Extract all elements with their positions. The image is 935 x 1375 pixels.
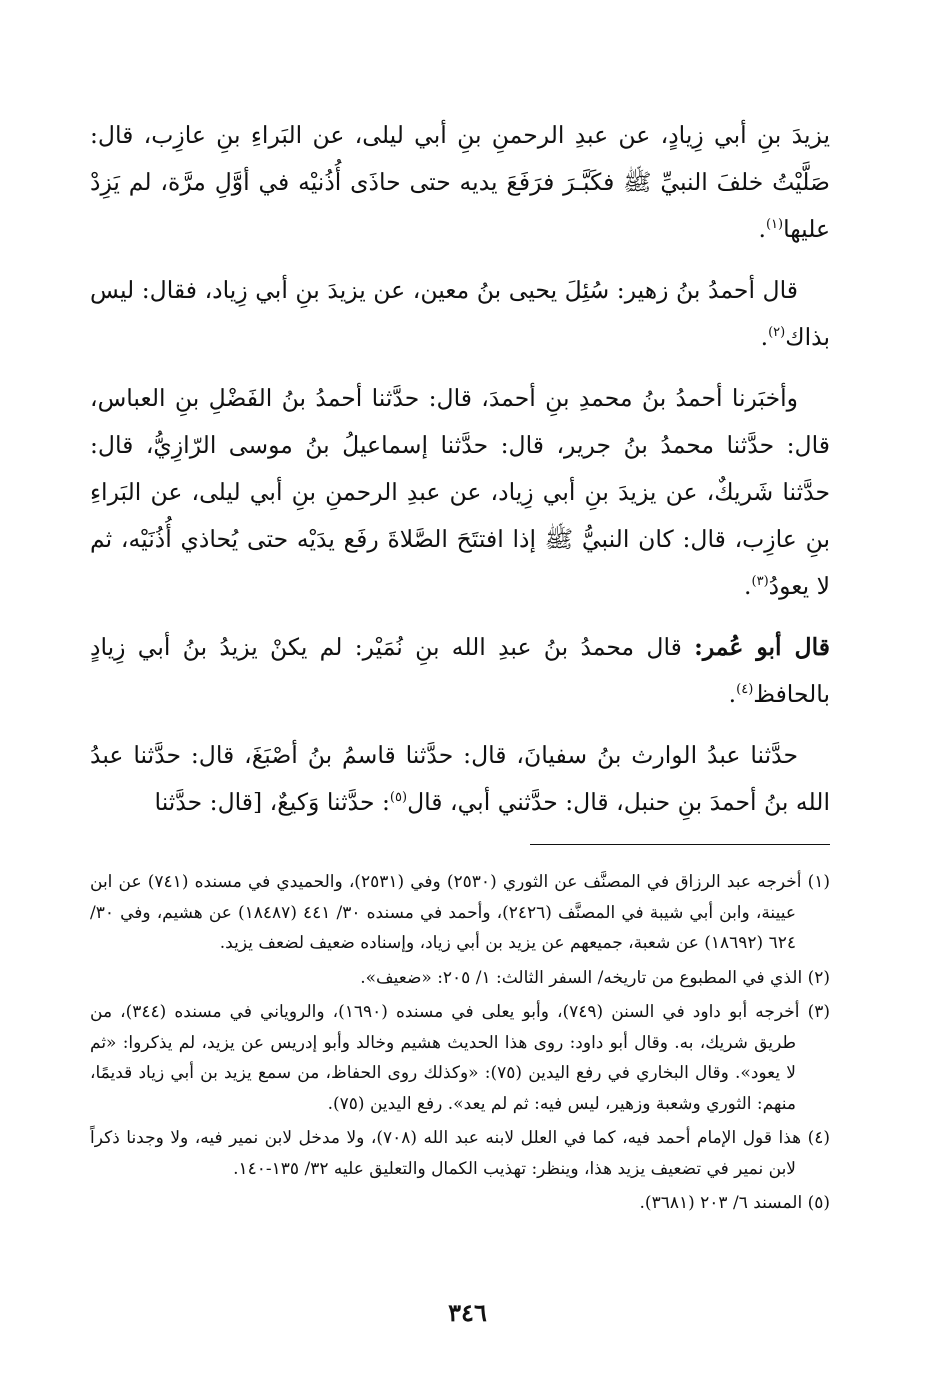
- paragraph-text: قال محمدُ بنُ عبدِ الله بنِ نُمَيْر: لم يكنْ يزيدُ بنُ أبي زِيادٍ بالحافظ: [90, 633, 830, 708]
- body-paragraph-2: قال أحمدُ بنُ زهير: سُئِلَ يحيى بنُ معين، عن يزيدَ بنِ أبي زِياد، فقال: ليس بذاك$^{(٢)}$.: [90, 276, 830, 351]
- footnote-divider: [530, 844, 830, 845]
- body-paragraph-4: قال أبو عُمر: قال محمدُ بنُ عبدِ الله بنِ نُمَيْر: لم يكنْ يزيدُ بنُ أبي زِيادٍ بالحافظ$^{(٤)}$.: [90, 633, 830, 708]
- body-paragraph-5: [90, 732, 830, 826]
- paragraph-text: حدَّثنا عبدُ الوارث بنُ سفيانَ، قال: حدَّثنا قاسمُ بنُ أصْبَغَ، قال: حدَّثنا عبدُ الله بنُ أحمدَ بنِ حنبل، قال: حدَّثني أبي، قال: [90, 741, 830, 816]
- footnote-5: (٥) المسند ٦/ ٢٠٣ (٣٦٨١).: [639, 1193, 830, 1213]
- footnote-ref-1[interactable]: (١): [765, 217, 784, 233]
- footnote-ref-4[interactable]: (٤): [736, 682, 754, 698]
- body-paragraph-1: يزيدَ بنِ أبي زِيادٍ، عن عبدِ الرحمنِ بنِ أبي ليلى، عن البَراءِ بنِ عازِب، قال: صَلَّيْتُ خلفَ النبيِّ ﷺ فكَبَّـرَ فرَفَعَ يديه حتى حاذَى أُذُنيْه في أوَّلِ مرَّة، لم يَزِدْ عليها$^{(١)}$.: [90, 121, 830, 243]
- paragraph-text: يزيدَ بنِ أبي زِيادٍ، عن عبدِ الرحمنِ بنِ أبي ليلى، عن البَراءِ بنِ عازِب، قال: صَلَّيْتُ خلفَ النبيِّ ﷺ فكَبَّـرَ فرَفَعَ يديه حتى حاذَى أُذُنيْه في أوَّلِ مرَّة، لم يَزِدْ عليها: [90, 121, 830, 243]
- footnote-ref-5[interactable]: (٥): [389, 790, 408, 806]
- page-number: ٣٤٦: [448, 1298, 487, 1327]
- body-paragraph-3: وأخبَرنا أحمدُ بنُ محمدِ بنِ أحمدَ، قال: حدَّثنا أحمدُ بنُ الفَضْلِ بنِ العباس، قال: حدَّثنا محمدُ بنُ جرير، قال: حدَّثنا إسماعيلُ بنُ موسى الرّازِيُّ، قال: حدَّثنا شَريكٌ، عن يزيدَ بنِ أبي زِياد، عن عبدِ الرحمنِ بنِ أبي ليلى، عن البَراءِ بنِ عازِب، قال: كان النبيُّ ﷺ إذا افتتَحَ الصَّلاةَ رفَع يدَيْه حتى يُحاذي أُذُنَيْه، ثم لا يعودُ$^{(٣)}$.: [90, 384, 830, 600]
- footnote-4: (٤) هذا قول الإمام أحمد فيه، كما في العلل لابنه عبد الله (٧٠٨)، ولا مدخل لابن نمير فيه، ولا وجدنا ذكراً لابن نمير في تضعيف يزيد هذا، وينظر: تهذيب الكمال والتعليق عليه ٣٢/ ١٣٥-١٤٠.: [90, 1128, 830, 1179]
- footnotes: [90, 867, 830, 1219]
- paragraph-text: قال أحمدُ بنُ زهير: سُئِلَ يحيى بنُ معين، عن يزيدَ بنِ أبي زِياد، فقال: ليس بذاك: [90, 276, 830, 351]
- footnote-3: (٣) أخرجه أبو داود في السنن (٧٤٩)، وأبو يعلى في مسنده (١٦٩٠)، والروياني في مسنده (٣٤٤)، من طريق شريك، به. وقال أبو داود: روى هذا الحديث هشيم وخالد وأبو إدريس عن يزيد، لم يذكروا: «ثم لا يعود». وقال البخاري في رفع اليدين (٧٥): «وكذلك روى الحفاظ، من سمع يزيد بن أبي زياد قديمًا، منهم: الثوري وشعبة وزهير، ليس فيه: ثم لم يعد». رفع اليدين (٧٥).: [90, 1002, 830, 1114]
- speaker-label: قال أبو عُمر:: [694, 633, 830, 661]
- footnote-1: (١) أخرجه عبد الرزاق في المصنَّف عن الثوري (٢٥٣٠) وفي (٢٥٣١)، والحميدي في مسنده (٧٤١) عن ابن عيينة، وابن أبي شيبة في المصنَّف (٢٤٢٦)، وأحمد في مسنده ٣٠/ ٤٤١ (١٨٤٨٧) عن هشيم، وفي ٣٠/ ٦٢٤ (١٨٦٩٢) عن شعبة، جميعهم عن يزيد بن أبي زياد، وإسناده ضعيف لضعف يزيد.: [90, 872, 831, 953]
- paragraph-text: وأخبَرنا أحمدُ بنُ محمدِ بنِ أحمدَ، قال: حدَّثنا أحمدُ بنُ الفَضْلِ بنِ العباس، قال: حدَّثنا محمدُ بنُ جرير، قال: حدَّثنا إسماعيلُ بنُ موسى الرّازِيُّ، قال: حدَّثنا شَريكٌ، عن يزيدَ بنِ أبي زِياد، عن عبدِ الرحمنِ بنِ أبي ليلى، عن البَراءِ بنِ عازِب، قال: كان النبيُّ ﷺ إذا افتتَحَ الصَّلاةَ رفَع يدَيْه حتى يُحاذي أُذُنَيْه، ثم لا يعودُ: [90, 384, 830, 600]
- footnote-2: (٢) الذي في المطبوع من تاريخه/ السفر الثالث: ١/ ٢٠٥: «ضعيف».: [360, 967, 830, 988]
- footnote-ref-2[interactable]: (٢): [768, 325, 786, 341]
- footnote-ref-3[interactable]: (٣): [751, 574, 769, 590]
- paragraph-text-continued: : حدَّثنا وَكيعٌ، [قال: حدَّثنا: [154, 788, 390, 816]
- page-content: [90, 112, 830, 1223]
